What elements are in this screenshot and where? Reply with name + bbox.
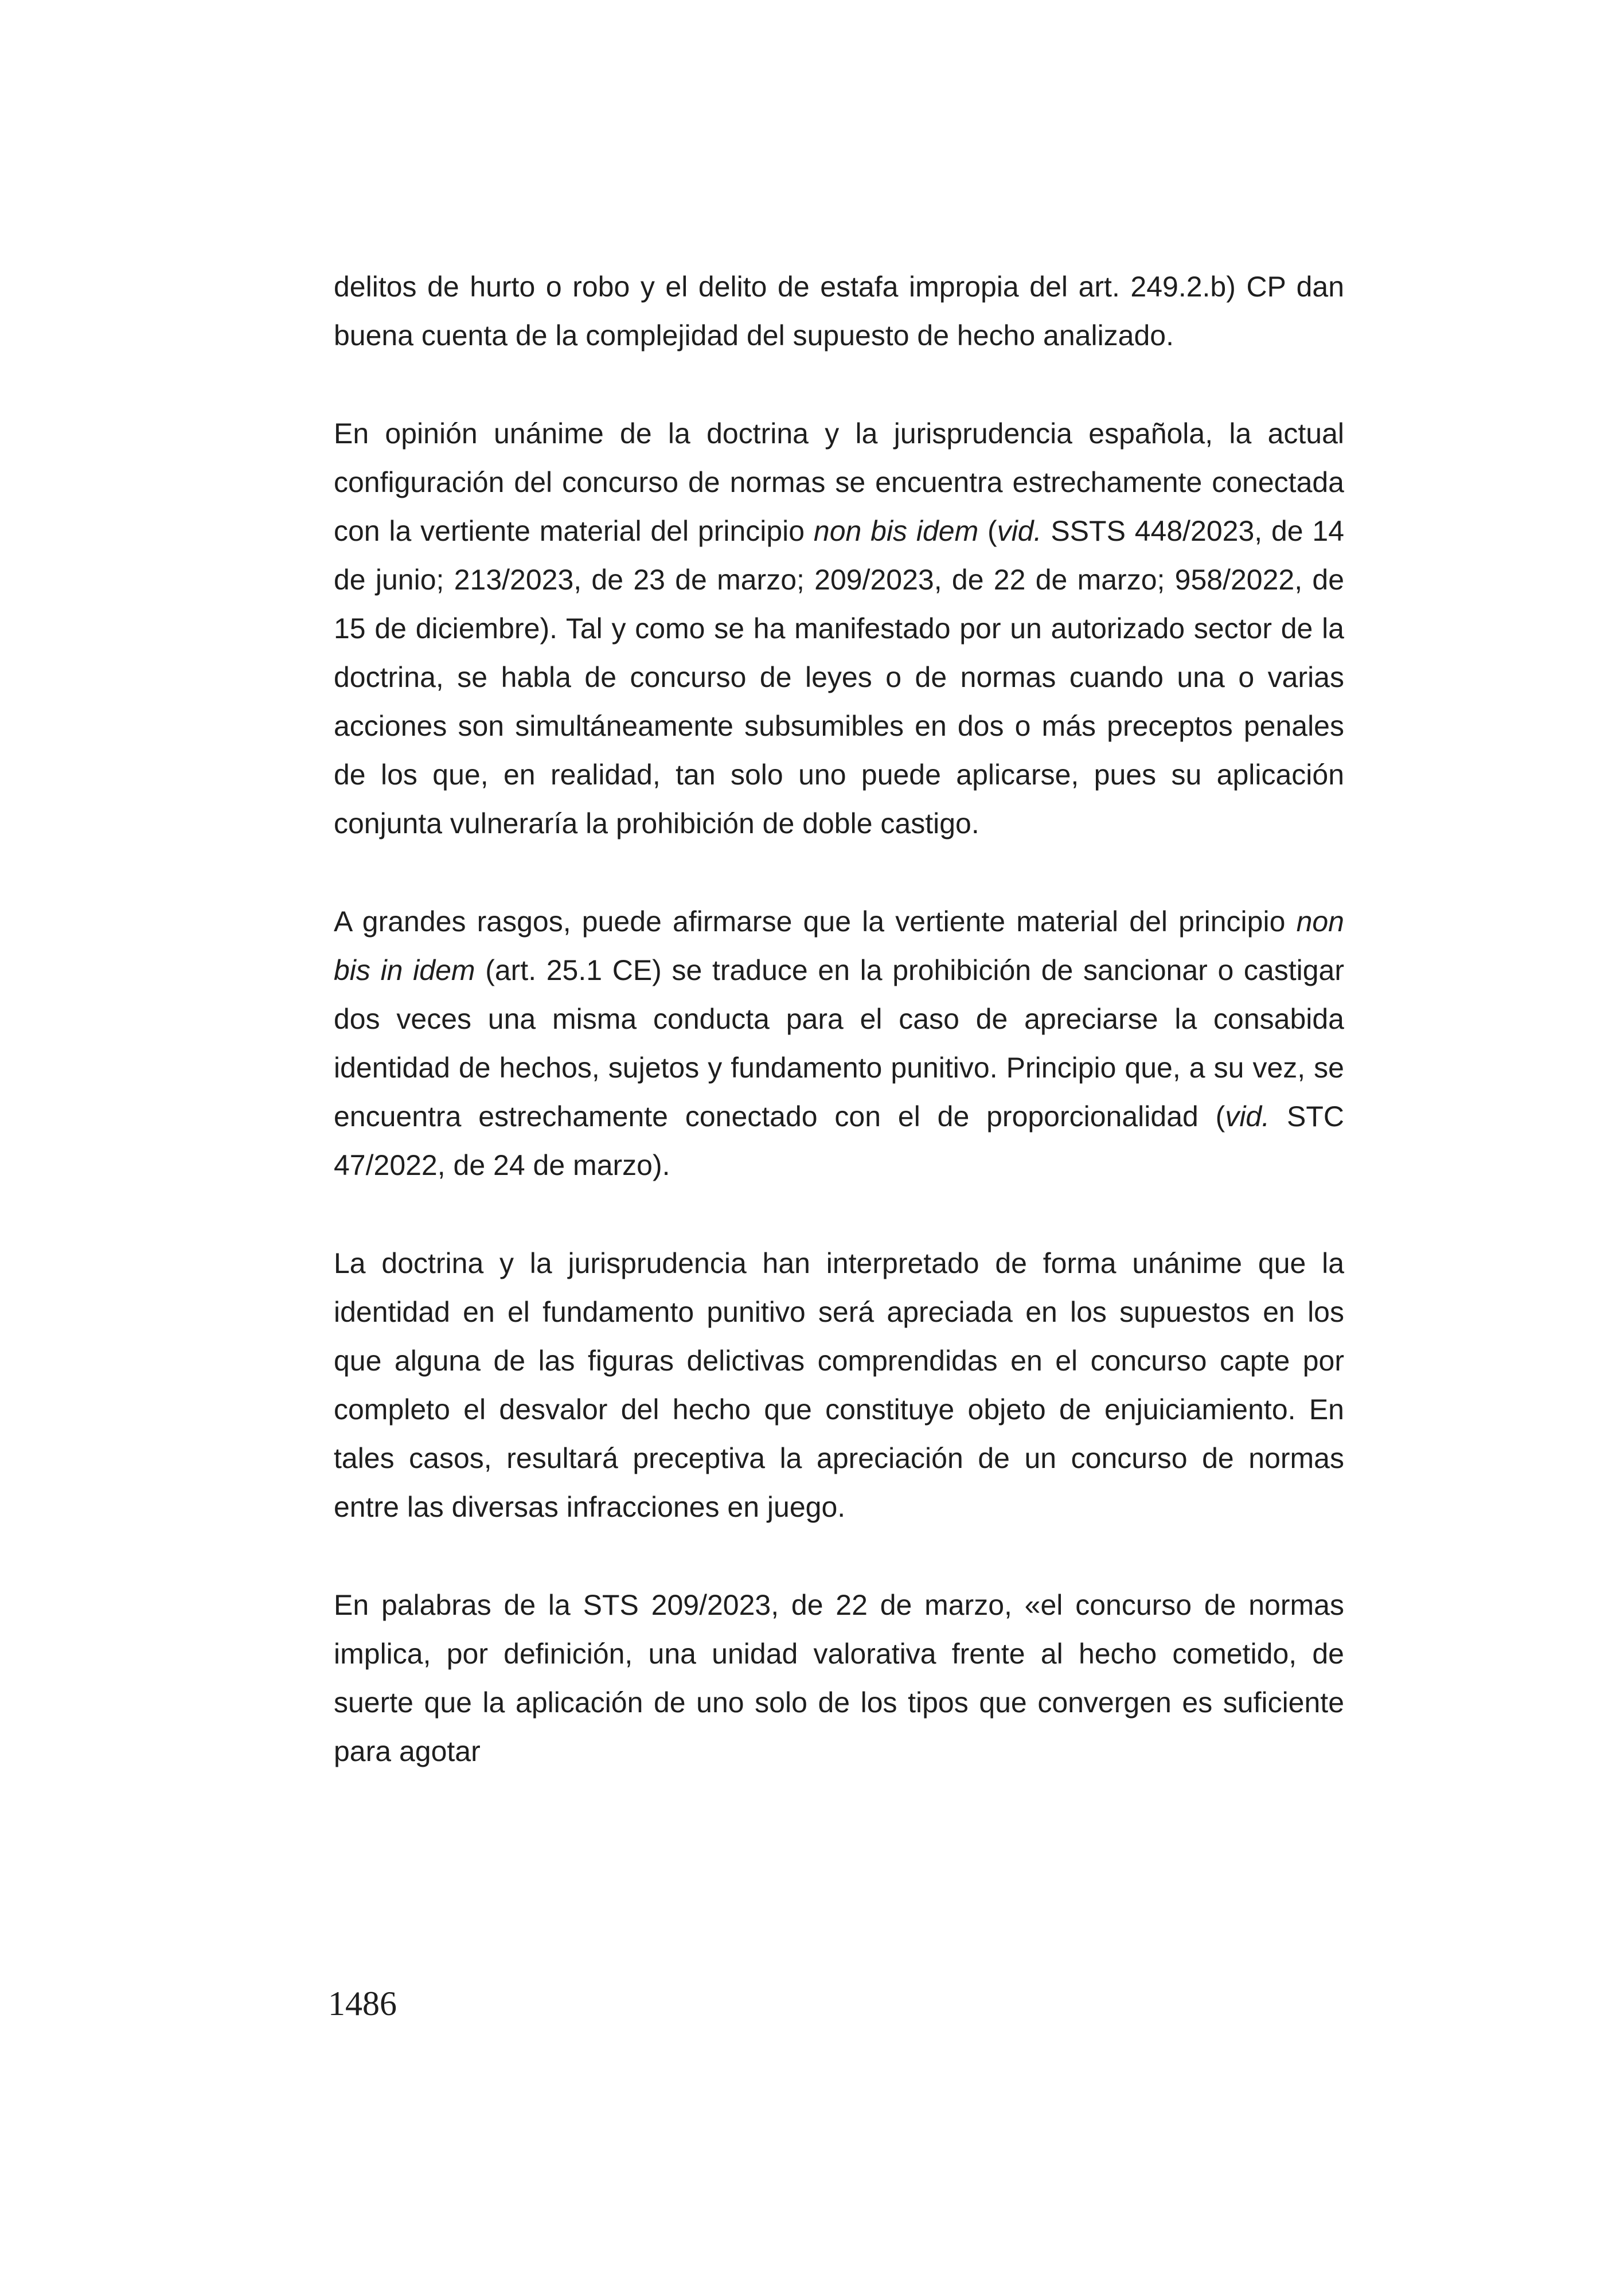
paragraph-2 [334,409,1344,848]
paragraph-5 [334,1581,1344,1776]
text-segment: La doctrina y la jurisprudencia han interpretado de forma unánime que la identidad en el fundamento punitivo será apreciada en los supuestos en los que alguna de las figuras delictivas comprendidas en el concurso capte por completo el desvalor del hecho que constituye objeto de enjuiciamiento. En tales casos, resultará preceptiva la apreciación de un concurso de normas entre las diversas infracciones en juego. [334,1247,1344,1523]
paragraph-4 [334,1239,1344,1532]
text-segment: En opinión unánime de la doctrina y la jurisprudencia española, la actual configuración del concurso de normas se encuentra estrechamente conectada con la vertiente material del principio [334,417,1344,547]
vid-abbreviation: vid. [997,515,1042,547]
text-segment: SSTS 448/2023, de 14 de junio; 213/2023, de 23 de marzo; 209/2023, de 22 de marzo; 958/2022, de 15 de diciembre). Tal y como se ha manifestado por un autorizado sector de la doctrina, se habla de concurso de leyes o de normas cuando una o varias acciones son simultáneamente subsumibles en dos o más preceptos penales de los que, en realidad, tan solo uno puede aplicarse, pues su aplicación conjunta vulneraría la prohibición de doble castigo. [334,515,1344,840]
text-segment: (art. 25.1 CE) se traduce en la prohibición de sancionar o castigar dos veces una misma conducta para el caso de apreciarse la consabida identidad de hechos, sujetos y fundamento punitivo. Principio que, a su vez, se encuentra estrechamente conectado con el de proporcionalidad ( [334,954,1344,1133]
body-text [334,263,1344,1776]
latin-term: non bis idem [813,515,979,547]
latin-term: non bis in idem [334,905,1344,986]
page-number: 1486 [328,1985,397,2022]
text-segment: A grandes rasgos, puede afirmarse que la vertiente material del principio [334,905,1297,938]
text-segment: STC 47/2022, de 24 de marzo). [334,1100,1344,1181]
paragraph-1 [334,263,1344,360]
vid-abbreviation: vid. [1225,1100,1270,1133]
text-segment: En palabras de la STS 209/2023, de 22 de marzo, «el concurso de normas implica, por definición, una unidad valorativa frente al hecho cometido, de suerte que la aplicación de uno solo de los tipos que convergen es suficiente para agotar [334,1589,1344,1767]
text-segment: delitos de hurto o robo y el delito de estafa impropia del art. 249.2.b) CP dan buena cuenta de la complejidad del supuesto de hecho analizado. [334,271,1344,352]
paragraph-3 [334,897,1344,1190]
text-segment: ( [978,515,997,547]
